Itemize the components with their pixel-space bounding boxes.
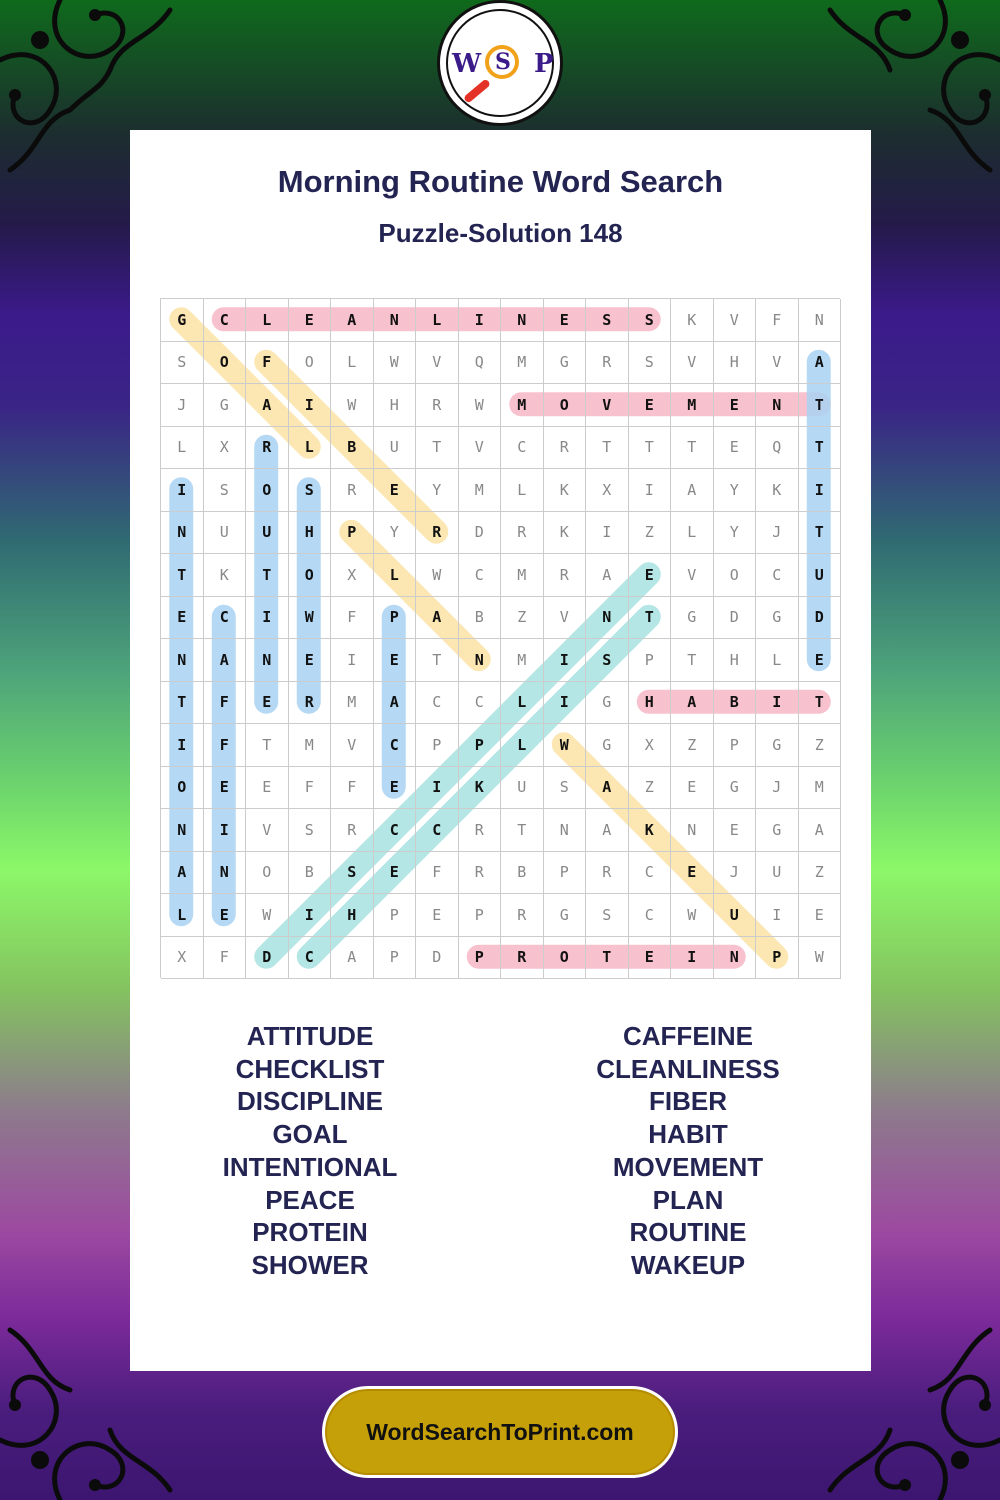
- grid-cell: O: [289, 554, 332, 597]
- word-list-left: [130, 1020, 490, 1282]
- grid-cell: N: [204, 852, 247, 895]
- grid-cell: C: [629, 894, 672, 937]
- grid-cell: E: [374, 639, 417, 682]
- grid-cell: E: [714, 809, 757, 852]
- word-list-item: FIBER: [649, 1086, 727, 1117]
- grid-cell: K: [204, 554, 247, 597]
- grid-cell: C: [416, 809, 459, 852]
- grid-cell: C: [459, 554, 502, 597]
- grid-cell: F: [289, 767, 332, 810]
- grid-cell: C: [204, 597, 247, 640]
- grid-cell: O: [544, 384, 587, 427]
- grid-cell: C: [204, 299, 247, 342]
- grid-cell: R: [331, 809, 374, 852]
- grid-cell: H: [331, 894, 374, 937]
- grid-cell: E: [374, 469, 417, 512]
- grid-cell: S: [586, 299, 629, 342]
- logo-letter-s: S: [495, 49, 511, 75]
- grid-cell: I: [331, 639, 374, 682]
- word-list-item: CHECKLIST: [235, 1053, 385, 1084]
- grid-cell: O: [246, 469, 289, 512]
- grid-cell: K: [459, 767, 502, 810]
- word-list-item: MOVEMENT: [612, 1151, 764, 1182]
- grid-cell: K: [629, 809, 672, 852]
- grid-cell: S: [289, 469, 332, 512]
- grid-cell: N: [501, 299, 544, 342]
- grid-cell: A: [671, 469, 714, 512]
- grid-cell: R: [416, 512, 459, 555]
- grid-cell: P: [756, 937, 799, 980]
- grid-cell: P: [374, 937, 417, 980]
- grid-cell: B: [714, 682, 757, 725]
- grid-cell: K: [756, 469, 799, 512]
- grid-cell: M: [459, 469, 502, 512]
- grid-cell: R: [331, 469, 374, 512]
- grid-cell: A: [799, 342, 842, 385]
- grid-cell: E: [246, 767, 289, 810]
- grid-cell: D: [416, 937, 459, 980]
- grid-cell: C: [459, 682, 502, 725]
- word-list-item: HABIT: [648, 1119, 728, 1150]
- grid-cell: X: [204, 427, 247, 470]
- grid-cell: J: [756, 512, 799, 555]
- grid-cell: O: [544, 937, 587, 980]
- grid-cell: I: [586, 512, 629, 555]
- grid-cell: Z: [671, 724, 714, 767]
- grid-cell: T: [161, 554, 204, 597]
- grid-cell: N: [714, 937, 757, 980]
- grid-cell: R: [416, 384, 459, 427]
- puzzle-panel: [130, 130, 871, 1371]
- grid-cell: I: [161, 469, 204, 512]
- grid-cell: E: [629, 937, 672, 980]
- grid-cell: P: [459, 894, 502, 937]
- grid-cell: G: [544, 342, 587, 385]
- grid-cell: N: [374, 299, 417, 342]
- grid-cell: S: [586, 894, 629, 937]
- grid-cell: Z: [799, 724, 842, 767]
- grid-cell: I: [671, 937, 714, 980]
- grid-cell: N: [161, 512, 204, 555]
- grid-cell: V: [756, 342, 799, 385]
- grid-cell: D: [799, 597, 842, 640]
- page-subtitle: Puzzle-Solution 148: [378, 218, 623, 248]
- grid-cell: B: [459, 597, 502, 640]
- grid-cell: L: [756, 639, 799, 682]
- logo-letter-w: W: [452, 49, 482, 79]
- grid-cell: U: [756, 852, 799, 895]
- grid-cell: S: [586, 639, 629, 682]
- grid-cell: L: [416, 299, 459, 342]
- grid-cell: F: [246, 342, 289, 385]
- grid-cell: V: [459, 427, 502, 470]
- grid-cell: Y: [374, 512, 417, 555]
- grid-cell: E: [799, 894, 842, 937]
- grid-cell: Z: [799, 852, 842, 895]
- grid-cell: B: [501, 852, 544, 895]
- grid-cell: U: [714, 894, 757, 937]
- grid-cell: C: [374, 809, 417, 852]
- grid-cell: E: [374, 767, 417, 810]
- grid-cell: L: [501, 469, 544, 512]
- grid-cell: N: [161, 639, 204, 682]
- grid-cell: N: [799, 299, 842, 342]
- grid-cell: A: [331, 299, 374, 342]
- grid-cell: W: [331, 384, 374, 427]
- grid-cell: K: [544, 512, 587, 555]
- grid-cell: V: [331, 724, 374, 767]
- site-link-button[interactable]: WordSearchToPrint.com: [322, 1386, 678, 1478]
- grid-cell: R: [501, 512, 544, 555]
- grid-cell: U: [501, 767, 544, 810]
- grid-cell: E: [289, 639, 332, 682]
- logo-letter-p: P: [534, 49, 554, 79]
- grid-cell: L: [374, 554, 417, 597]
- grid-cell: N: [459, 639, 502, 682]
- word-list-item: ROUTINE: [629, 1217, 747, 1248]
- letter-grid: [160, 298, 840, 978]
- grid-cell: V: [416, 342, 459, 385]
- grid-cell: W: [671, 894, 714, 937]
- grid-cell: E: [416, 894, 459, 937]
- grid-cell: W: [416, 554, 459, 597]
- grid-cell: T: [501, 809, 544, 852]
- grid-cell: T: [799, 384, 842, 427]
- grid-cell: C: [289, 937, 332, 980]
- grid-cell: T: [161, 682, 204, 725]
- grid-cell: H: [289, 512, 332, 555]
- grid-cell: F: [331, 597, 374, 640]
- grid-cell: A: [586, 809, 629, 852]
- grid-cell: O: [161, 767, 204, 810]
- grid-cell: G: [204, 384, 247, 427]
- grid-cell: W: [544, 724, 587, 767]
- grid-cell: K: [544, 469, 587, 512]
- grid-cell: U: [246, 512, 289, 555]
- grid-cell: S: [629, 299, 672, 342]
- grid-cell: S: [204, 469, 247, 512]
- grid-cell: N: [161, 809, 204, 852]
- grid-cell: R: [586, 342, 629, 385]
- grid-cell: E: [161, 597, 204, 640]
- word-list-item: ATTITUDE: [246, 1021, 374, 1051]
- grid-cell: Z: [629, 767, 672, 810]
- grid-cell: E: [629, 554, 672, 597]
- grid-cell: J: [714, 852, 757, 895]
- grid-cell: N: [756, 384, 799, 427]
- grid-cell: C: [501, 427, 544, 470]
- grid-cell: V: [586, 384, 629, 427]
- grid-cell: B: [289, 852, 332, 895]
- grid-cell: P: [544, 852, 587, 895]
- grid-cell: A: [331, 937, 374, 980]
- grid-cell: S: [331, 852, 374, 895]
- grid-cell: P: [459, 724, 502, 767]
- grid-cell: T: [799, 682, 842, 725]
- grid-cell: V: [544, 597, 587, 640]
- word-list-item: PROTEIN: [252, 1217, 368, 1248]
- grid-cell: M: [501, 639, 544, 682]
- grid-cell: T: [586, 937, 629, 980]
- grid-cell: F: [756, 299, 799, 342]
- grid-cell: T: [799, 427, 842, 470]
- grid-cell: H: [374, 384, 417, 427]
- grid-cell: P: [459, 937, 502, 980]
- grid-cell: F: [416, 852, 459, 895]
- word-list-item: PEACE: [265, 1184, 355, 1215]
- grid-cell: R: [544, 554, 587, 597]
- word-search-grid: [160, 298, 840, 978]
- grid-cell: Q: [459, 342, 502, 385]
- grid-cell: T: [416, 639, 459, 682]
- grid-cell: I: [289, 384, 332, 427]
- grid-cell: L: [501, 682, 544, 725]
- grid-cell: C: [629, 852, 672, 895]
- grid-cell: W: [374, 342, 417, 385]
- grid-cell: P: [331, 512, 374, 555]
- word-list-item: SHOWER: [251, 1249, 369, 1280]
- grid-cell: C: [416, 682, 459, 725]
- grid-cell: T: [629, 597, 672, 640]
- grid-cell: S: [629, 342, 672, 385]
- grid-cell: C: [756, 554, 799, 597]
- grid-cell: T: [416, 427, 459, 470]
- word-list-item: INTENTIONAL: [222, 1151, 398, 1182]
- grid-cell: T: [799, 512, 842, 555]
- grid-cell: A: [799, 809, 842, 852]
- grid-cell: J: [161, 384, 204, 427]
- grid-cell: M: [799, 767, 842, 810]
- grid-cell: O: [204, 342, 247, 385]
- grid-cell: D: [714, 597, 757, 640]
- grid-cell: E: [204, 767, 247, 810]
- grid-cell: S: [289, 809, 332, 852]
- grid-cell: M: [501, 554, 544, 597]
- grid-cell: S: [544, 767, 587, 810]
- grid-cell: U: [799, 554, 842, 597]
- grid-cell: N: [544, 809, 587, 852]
- grid-cell: P: [374, 894, 417, 937]
- grid-cell: A: [204, 639, 247, 682]
- grid-cell: H: [714, 639, 757, 682]
- grid-cell: I: [289, 894, 332, 937]
- site-logo[interactable]: [437, 0, 563, 126]
- grid-cell: I: [756, 894, 799, 937]
- grid-cell: P: [374, 597, 417, 640]
- grid-cell: P: [416, 724, 459, 767]
- grid-cell: M: [671, 384, 714, 427]
- grid-cell: A: [416, 597, 459, 640]
- grid-cell: T: [629, 427, 672, 470]
- grid-cell: X: [629, 724, 672, 767]
- grid-cell: E: [204, 894, 247, 937]
- grid-cell: R: [459, 852, 502, 895]
- grid-cell: L: [671, 512, 714, 555]
- grid-cell: E: [544, 299, 587, 342]
- grid-cell: X: [586, 469, 629, 512]
- grid-cell: F: [204, 724, 247, 767]
- grid-cell: F: [331, 767, 374, 810]
- grid-cell: G: [671, 597, 714, 640]
- word-list-item: WAKEUP: [630, 1249, 746, 1280]
- grid-cell: T: [671, 639, 714, 682]
- grid-cell: T: [246, 554, 289, 597]
- grid-cell: G: [756, 809, 799, 852]
- grid-cell: R: [586, 852, 629, 895]
- grid-cell: A: [671, 682, 714, 725]
- grid-cell: E: [629, 384, 672, 427]
- grid-cell: V: [714, 299, 757, 342]
- grid-cell: E: [246, 682, 289, 725]
- grid-cell: V: [671, 342, 714, 385]
- word-list-item: PLAN: [652, 1184, 724, 1215]
- grid-cell: T: [246, 724, 289, 767]
- grid-cell: I: [799, 469, 842, 512]
- grid-cell: A: [586, 554, 629, 597]
- grid-cell: Y: [714, 512, 757, 555]
- grid-cell: R: [501, 937, 544, 980]
- grid-cell: M: [501, 342, 544, 385]
- grid-cell: L: [161, 894, 204, 937]
- grid-cell: G: [161, 299, 204, 342]
- grid-cell: L: [161, 427, 204, 470]
- grid-cell: O: [289, 342, 332, 385]
- grid-cell: I: [544, 639, 587, 682]
- grid-cell: E: [374, 852, 417, 895]
- grid-cell: I: [629, 469, 672, 512]
- grid-cell: O: [246, 852, 289, 895]
- grid-cell: O: [714, 554, 757, 597]
- grid-cell: G: [544, 894, 587, 937]
- grid-cell: E: [799, 639, 842, 682]
- grid-cell: I: [544, 682, 587, 725]
- grid-cell: I: [246, 597, 289, 640]
- grid-cell: A: [374, 682, 417, 725]
- grid-cell: Q: [756, 427, 799, 470]
- word-list-item: GOAL: [272, 1119, 348, 1150]
- grid-cell: L: [331, 342, 374, 385]
- grid-cell: E: [671, 767, 714, 810]
- grid-cell: W: [459, 384, 502, 427]
- grid-cell: A: [161, 852, 204, 895]
- grid-cell: M: [289, 724, 332, 767]
- grid-cell: K: [671, 299, 714, 342]
- grid-cell: M: [501, 384, 544, 427]
- grid-cell: I: [416, 767, 459, 810]
- grid-cell: H: [629, 682, 672, 725]
- grid-cell: F: [204, 682, 247, 725]
- grid-cell: F: [204, 937, 247, 980]
- word-list-item: CAFFEINE: [623, 1021, 753, 1051]
- grid-cell: D: [459, 512, 502, 555]
- grid-cell: U: [374, 427, 417, 470]
- grid-cell: M: [331, 682, 374, 725]
- grid-cell: G: [756, 724, 799, 767]
- grid-cell: I: [459, 299, 502, 342]
- grid-cell: R: [246, 427, 289, 470]
- grid-cell: U: [204, 512, 247, 555]
- word-list-item: CLEANLINESS: [596, 1053, 780, 1084]
- grid-cell: A: [246, 384, 289, 427]
- grid-cell: J: [756, 767, 799, 810]
- word-list-right: [508, 1020, 868, 1282]
- grid-cell: L: [289, 427, 332, 470]
- grid-cell: R: [501, 894, 544, 937]
- grid-cell: S: [161, 342, 204, 385]
- grid-cell: A: [586, 767, 629, 810]
- grid-cell: E: [289, 299, 332, 342]
- word-list-item: DISCIPLINE: [237, 1086, 383, 1117]
- grid-cell: Y: [714, 469, 757, 512]
- grid-cell: G: [756, 597, 799, 640]
- grid-cell: G: [586, 724, 629, 767]
- grid-cell: N: [586, 597, 629, 640]
- grid-cell: I: [161, 724, 204, 767]
- grid-cell: X: [331, 554, 374, 597]
- grid-cell: Z: [501, 597, 544, 640]
- grid-cell: V: [246, 809, 289, 852]
- grid-cell: R: [289, 682, 332, 725]
- grid-cell: E: [714, 384, 757, 427]
- grid-cell: W: [246, 894, 289, 937]
- grid-cell: R: [544, 427, 587, 470]
- grid-cell: N: [246, 639, 289, 682]
- grid-cell: N: [671, 809, 714, 852]
- grid-cell: I: [204, 809, 247, 852]
- grid-cell: Z: [629, 512, 672, 555]
- page-title: Morning Routine Word Search: [277, 164, 724, 199]
- grid-cell: P: [714, 724, 757, 767]
- grid-cell: D: [246, 937, 289, 980]
- grid-cell: Y: [416, 469, 459, 512]
- grid-cell: H: [714, 342, 757, 385]
- grid-cell: R: [459, 809, 502, 852]
- grid-cell: C: [374, 724, 417, 767]
- grid-cell: L: [246, 299, 289, 342]
- grid-cell: W: [799, 937, 842, 980]
- grid-cell: L: [501, 724, 544, 767]
- grid-cell: P: [629, 639, 672, 682]
- grid-cell: G: [714, 767, 757, 810]
- grid-cell: B: [331, 427, 374, 470]
- grid-cell: T: [586, 427, 629, 470]
- grid-cell: G: [586, 682, 629, 725]
- grid-cell: E: [671, 852, 714, 895]
- grid-cell: E: [714, 427, 757, 470]
- grid-cell: I: [756, 682, 799, 725]
- grid-cell: W: [289, 597, 332, 640]
- grid-cell: V: [671, 554, 714, 597]
- grid-cell: X: [161, 937, 204, 980]
- grid-cell: T: [671, 427, 714, 470]
